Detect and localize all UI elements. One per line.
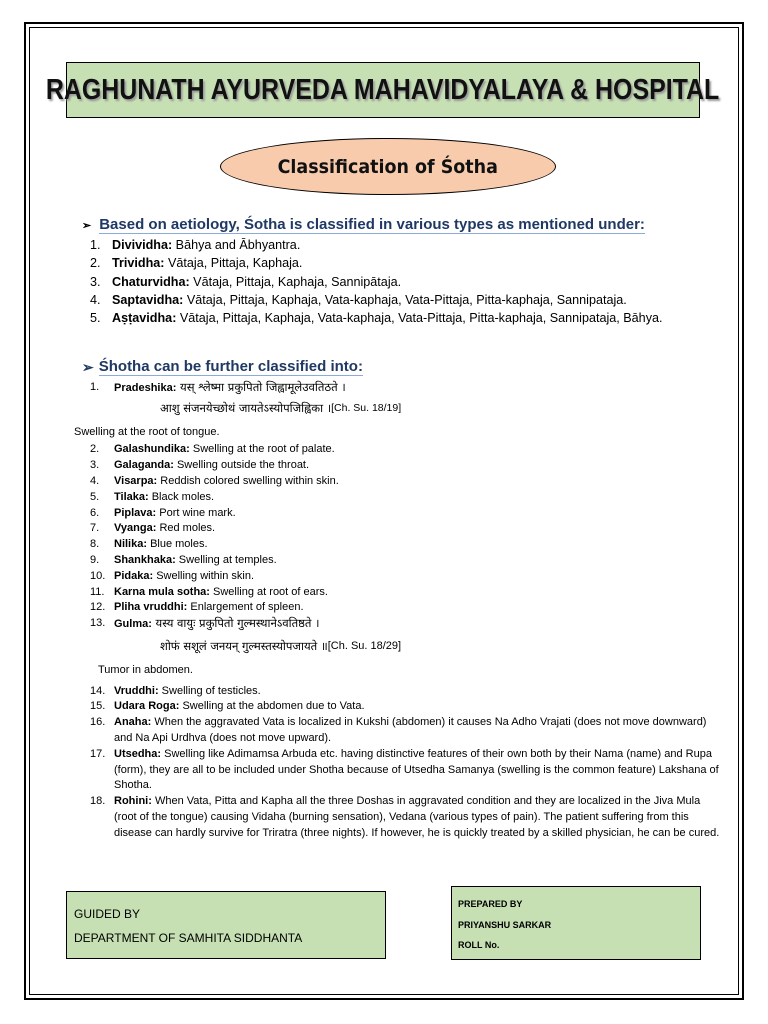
list-item <box>90 490 722 506</box>
subtitle: Classification of Śotha <box>277 155 499 178</box>
aetiology-list <box>90 236 742 327</box>
classification-list-b <box>90 684 722 842</box>
list-item <box>90 291 742 309</box>
item-number: 5. <box>90 311 101 326</box>
item-number: 18. <box>90 795 106 808</box>
item-term: Galashundika: <box>114 443 190 456</box>
item-description: Swelling within skin. <box>153 569 255 582</box>
item-term: Trividha: <box>112 256 165 271</box>
item-term: Saptavidha: <box>112 292 184 307</box>
classification-list-gulma <box>90 616 722 683</box>
list-item <box>90 747 722 794</box>
list-item <box>90 794 722 841</box>
item-number: 8. <box>90 538 100 551</box>
item-number: 3. <box>90 459 100 472</box>
item-term: Karna mula sotha: <box>114 585 210 598</box>
item-number: 4. <box>90 474 100 487</box>
list-item <box>90 236 742 254</box>
verse-line <box>90 633 722 655</box>
item-description: Bāhya and Ābhyantra. <box>172 238 301 252</box>
item-number: 6. <box>90 506 100 519</box>
list-item <box>90 553 722 569</box>
gloss-line <box>66 655 722 684</box>
item-term: Utsedha: <box>114 747 162 760</box>
item-number: 2. <box>90 256 101 271</box>
item-number: 3. <box>90 274 101 289</box>
item-description: Reddish colored swelling within skin. <box>157 474 339 487</box>
prepared-by-box <box>451 886 701 960</box>
item-number: 2. <box>90 443 100 456</box>
item-description: When the aggravated Vata is localized in Kukshi (abdomen) it causes Na Adho Vrajati (does not move downward) and Na Api Urdhva (does not move upward). <box>114 716 707 744</box>
item-description: Swelling of testicles. <box>158 684 261 697</box>
item-description: Vātaja, Pittaja, Kaphaja, Sannipātaja. <box>189 274 402 289</box>
item-description: Vātaja, Pittaja, Kaphaja, Vata-kaphaja, Vata-Pittaja, Pitta-kaphaja, Sannipataja. <box>183 292 627 307</box>
list-item <box>90 254 742 272</box>
item-term: Udara Roga: <box>114 700 180 713</box>
item-number: 11. <box>90 585 105 598</box>
item-term: Aṣṭavidha: <box>112 311 177 326</box>
verse-reference: [Ch. Su. 18/29] <box>327 639 402 652</box>
list-item <box>90 585 722 601</box>
item-term: Chaturvidha: <box>112 274 190 289</box>
author-name: PRIYANSHU SARKAR <box>458 919 552 930</box>
item-number: 15. <box>90 700 106 713</box>
item-number: 5. <box>90 490 100 503</box>
list-item <box>90 506 722 522</box>
classification-list-a <box>90 442 722 616</box>
list-item <box>90 521 722 537</box>
item-number: 10. <box>90 569 106 582</box>
sanskrit-verse-line2: शोफं सशूलं जनयन् गुल्मस्तस्योपजायते ॥ <box>160 638 328 653</box>
item-number: 1. <box>90 381 100 393</box>
item-description: Port wine mark. <box>156 506 236 519</box>
list-item <box>90 699 722 715</box>
list-item <box>90 684 722 700</box>
list-item <box>90 458 722 474</box>
item-description: Black moles. <box>148 490 215 503</box>
item-number: 12. <box>90 601 106 614</box>
list-item <box>90 309 742 327</box>
sanskrit-verse-line1: यस्य वायुः प्रकुपितो गुल्मस्थानेऽवतिष्ठते । <box>151 616 320 631</box>
item-description: Swelling at the abdomen due to Vata. <box>179 700 365 713</box>
classification-list <box>74 380 722 442</box>
list-item <box>90 380 722 397</box>
list-item <box>90 600 722 616</box>
bullet-arrow-icon: ➢ <box>82 358 94 375</box>
list-item <box>90 442 722 458</box>
item-description: When Vata, Pitta and Kapha all the three Doshas in aggravated condition and they are localized in the Jiva Mula (root of the tongue) causing Vidaha (burning sensation), Vedana (various types of pain). The patient suffering from this disease can hardly survive for Triratra (three nights). If however, he is quickly treated by a skilled physician, he can be cured. <box>114 795 720 839</box>
item-number: 7. <box>90 522 100 535</box>
item-number: 16. <box>90 716 106 729</box>
item-term: Divividha: <box>112 238 173 252</box>
item-term: Visarpa: <box>114 474 158 487</box>
page-title: RAGHUNATH AYURVEDA MAHAVIDYALAYA & HOSPITAL <box>46 73 720 106</box>
item-number: 14. <box>90 684 106 697</box>
item-description: Vātaja, Pittaja, Kaphaja. <box>164 256 303 271</box>
verse-reference: [Ch. Su. 18/19] <box>331 401 402 414</box>
item-term: Rohini: <box>114 795 152 808</box>
verse-line <box>90 397 722 417</box>
section-further-classification <box>74 358 722 842</box>
item-term: Vruddhi: <box>114 684 159 697</box>
guided-by-label: GUIDED BY <box>74 907 141 921</box>
department-name: DEPARTMENT OF SAMHITA SIDDHANTA <box>74 931 303 945</box>
item-term: Nilika: <box>114 538 148 551</box>
list-item <box>90 715 722 747</box>
item-number: 9. <box>90 553 100 566</box>
roll-number: ROLL No. <box>458 940 500 950</box>
section2-heading-text: Śhotha can be further classified into: <box>98 358 363 375</box>
list-item <box>90 273 742 291</box>
section-aetiology <box>82 216 742 327</box>
item-term: Gulma: <box>114 618 152 631</box>
list-item <box>90 537 722 553</box>
item-number: 17. <box>90 747 106 760</box>
item-term: Pliha vruddhi: <box>114 601 188 614</box>
item-term: Anaha: <box>114 716 152 729</box>
list-item <box>90 474 722 490</box>
item-description: Swelling at temples. <box>175 553 277 566</box>
item-term: Pidaka: <box>114 569 154 582</box>
item-description: Swelling at root of ears. <box>209 585 328 598</box>
item-term: Shankhaka: <box>114 553 176 566</box>
section1-heading-text: Based on aetiology, Śotha is classified in various types as mentioned under: <box>99 216 645 233</box>
item-description: Swelling outside the throat. <box>173 459 310 472</box>
sanskrit-verse-line2: आशु संजनयेच्छोथं जायतेऽस्योपजिह्विका । <box>160 400 332 415</box>
item-term: Pradeshika: <box>114 382 177 394</box>
prepared-by-label: PREPARED BY <box>458 899 523 909</box>
section2-heading <box>82 358 722 376</box>
item-term: Galaganda: <box>114 459 174 472</box>
section1-heading <box>82 216 742 234</box>
item-description: Vātaja, Pittaja, Kaphaja, Vata-kaphaja, Vata-Pittaja, Pitta-kaphaja, Sannipataja, Bāhya. <box>176 311 663 326</box>
item-term: Tilaka: <box>114 490 149 503</box>
guided-by-box <box>66 891 386 959</box>
item-description: Red moles. <box>156 522 216 535</box>
item-term: Vyanga: <box>114 522 157 535</box>
list-item <box>90 616 722 633</box>
subtitle-oval <box>220 138 556 195</box>
item-number: 13. <box>90 617 106 630</box>
sanskrit-verse-line1: यस् श्लेष्मा प्रकुपितो जिह्वामूलेउवतिठते । <box>176 380 346 394</box>
item-term: Piplava: <box>114 506 157 519</box>
bullet-arrow-icon: ➢ <box>82 219 92 232</box>
item-number: 4. <box>90 292 101 307</box>
header-banner <box>46 62 720 118</box>
item-description: Swelling like Adimamsa Arbuda etc. having distinctive features of their own both by their Nama (name) and Rupa (form), they are all to be included under Shotha because of Utsedha Samanya (swelling is the common feature) Lakshana of Shotha. <box>114 747 719 792</box>
gloss-line <box>66 417 722 443</box>
item-gloss: Tumor in abdomen. <box>98 663 193 676</box>
item-description: Enlargement of spleen. <box>187 601 304 614</box>
list-item <box>90 569 722 585</box>
item-gloss: Swelling at the root of tongue. <box>74 425 220 438</box>
item-description: Swelling at the root of palate. <box>189 443 335 456</box>
item-description: Blue moles. <box>147 538 208 551</box>
item-number: 1. <box>90 238 101 252</box>
